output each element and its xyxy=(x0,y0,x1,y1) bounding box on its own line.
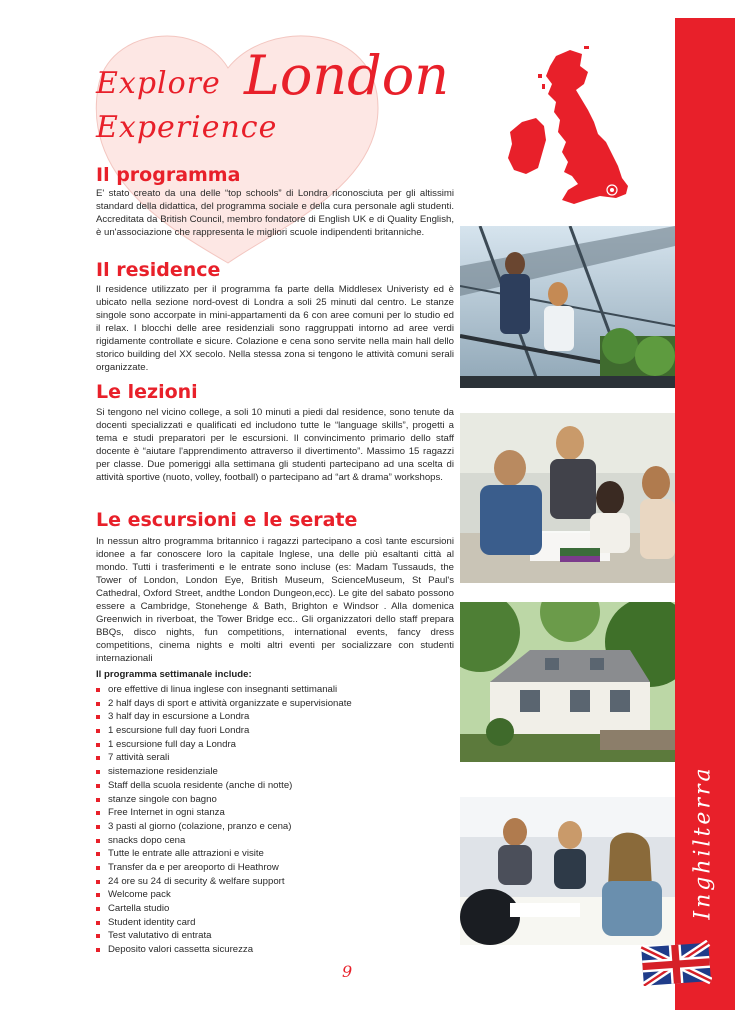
bullet-icon xyxy=(96,921,100,925)
program-list-item xyxy=(96,820,456,834)
bullet-icon xyxy=(96,866,100,870)
program-list-item xyxy=(96,916,456,930)
text-escursioni: In nessun altro programma britannico i ragazzi partecipano a così tante escursioni idonee a far conoscere loro la capitale Inglese, una delle più esaltanti città al mondo. Tutti i trasferimenti e le entrate sono incluse (es: Madam Tussauds, the Tower of London, London Eye, British Museum, ScienceMuseum, St Paul's Cathedral, Oxford Street, andthe London Dungeon,ecc). Le gite del sabato possono essere a Cambridge, Stonehenge & Bath, Brighton e Windsor . Alla domenica Greenwich in riverboat, the Tower Bridge ecc.. Gli organizzatori dello staff prepara BBQs, disco nights, fun competitions, international events, fancy dress competitions, cinema nights e molti altri eventi per socializzare con studenti internazionali xyxy=(96,536,454,664)
program-list-item xyxy=(96,793,456,807)
heading-programma: Il programma xyxy=(96,164,241,186)
program-list-item-text: Free Internet in ogni stanza xyxy=(108,807,225,819)
text-residence: Il residence utilizzato per il programma fa parte della Middlesex Univeristy ed è ubicato nella sezione nord-ovest di Londra a soli 25 minuti dal centro. Le stanze singole sono accorpate in mini-appartamenti da 6 con aree comuni per lo studio ed il relax. I blocchi delle aree residenziali sono raggruppati intorno ad aree verdi rigidamente controllate e sicure. Colazione e cena sono servite nella main hall dello storico building del XX secolo. Nella stessa zona si tengono le attività comuni serali organizzate. xyxy=(96,284,454,373)
page-number: 9 xyxy=(342,962,353,981)
program-list-item-text: 7 attività serali xyxy=(108,752,170,764)
bullet-icon xyxy=(96,743,100,747)
country-label: Inghilterra xyxy=(690,764,716,920)
uk-flag-icon xyxy=(640,940,712,986)
program-list-item-text: Test valutativo di entrata xyxy=(108,930,212,942)
program-list-item xyxy=(96,847,456,861)
program-list-item xyxy=(96,806,456,820)
program-list-item-text: stanze singole con bagno xyxy=(108,793,217,805)
program-list-item-text: Tutte le entrate alle attrazioni e visite xyxy=(108,848,264,860)
title-london: London xyxy=(244,44,450,107)
program-list-item-text: 2 half days di sport e attività organizzate e supervisionate xyxy=(108,697,352,709)
bullet-icon xyxy=(96,880,100,884)
heading-lezioni: Le lezioni xyxy=(96,381,198,403)
program-list-item xyxy=(96,724,456,738)
classroom-photo xyxy=(460,413,675,583)
program-list-item-text: Deposito valori cassetta sicurezza xyxy=(108,944,254,956)
bullet-icon xyxy=(96,756,100,760)
program-list-item xyxy=(96,861,456,875)
program-list-item-text: sistemazione residenziale xyxy=(108,766,218,778)
program-list-item xyxy=(96,779,456,793)
bullet-icon xyxy=(96,702,100,706)
program-list-item-text: snacks dopo cena xyxy=(108,834,186,846)
program-list-item xyxy=(96,943,456,957)
program-list-item-text: ore effettive di linua inglese con insegnanti settimanali xyxy=(108,684,338,695)
program-list-item xyxy=(96,738,456,752)
program-list-item-text: 24 ore su 24 di security & welfare support xyxy=(108,875,285,887)
program-list-item-text: 3 half day in escursione a Londra xyxy=(108,711,250,723)
residence-photo xyxy=(460,226,675,388)
program-list-item xyxy=(96,697,456,711)
weekly-program-title: Il programma settimanale include: xyxy=(96,669,252,680)
program-list-item xyxy=(96,888,456,902)
house-photo xyxy=(460,602,675,762)
bullet-icon xyxy=(96,784,100,788)
bullet-icon xyxy=(96,852,100,856)
heading-escursioni: Le escursioni e le serate xyxy=(96,509,358,531)
program-list-item-text: Welcome pack xyxy=(108,889,171,901)
bullet-icon xyxy=(96,948,100,952)
title-experience: Experience xyxy=(96,110,278,145)
bullet-icon xyxy=(96,729,100,733)
title-explore: Explore xyxy=(96,66,221,101)
program-list-item xyxy=(96,929,456,943)
text-programma: E' stato creato da una delle “top schools” di Londra riconosciuta per gli altissimi standard della didattica, del programma sociale e della cura personale agli studenti. Accreditata da British Council, membro fondatore di English UK e di Quality English, è un'associazione che rappresenta le migliori scuole indipendenti britanniche. xyxy=(96,188,454,238)
program-list-item-text: Student identity card xyxy=(108,916,196,928)
program-list-item xyxy=(96,710,456,724)
program-list-item-text: 1 escursione full day fuori Londra xyxy=(108,725,250,737)
program-list-item xyxy=(96,765,456,779)
program-list-item-text: Cartella studio xyxy=(108,903,170,914)
bullet-icon xyxy=(96,893,100,897)
program-list-item xyxy=(96,875,456,889)
uk-map-icon xyxy=(498,44,638,222)
program-list-item-text: 1 escursione full day a Londra xyxy=(108,738,236,750)
program-list-item-text: 3 pasti al giorno (colazione, pranzo e cena) xyxy=(108,820,292,832)
text-lezioni: Si tengono nel vicino college, a soli 10 minuti a piedi dal residence, sono tenute da docenti specializzati e qualificati ed includono tutte le “language skills”, progetti a tema e studi preparatori per le escursioni. Il convincimento primario dello staff docente è “aiutare l'apprendimento attraverso il divertimento”. Massimo 15 ragazzi per classe. Due pomeriggi alla settimana gli studenti partecipano ad una scelta di attività sportive (nuoto, volley, football) o partecipano ad “art & drama” workshops. xyxy=(96,407,454,483)
students-photo xyxy=(460,797,675,945)
bullet-icon xyxy=(96,688,100,692)
program-list-item xyxy=(96,902,456,916)
program-list-item-text: Staff della scuola residente (anche di notte) xyxy=(108,779,293,791)
bullet-icon xyxy=(96,907,100,911)
bullet-icon xyxy=(96,839,100,843)
program-list-item xyxy=(96,834,456,848)
heading-residence: Il residence xyxy=(96,259,221,281)
bullet-icon xyxy=(96,934,100,938)
program-list-item-text: Transfer da e per areoporto di Heathrow xyxy=(108,861,279,873)
bullet-icon xyxy=(96,811,100,815)
bullet-icon xyxy=(96,825,100,829)
bullet-icon xyxy=(96,715,100,719)
bullet-icon xyxy=(96,798,100,802)
bullet-icon xyxy=(96,770,100,774)
weekly-program-list xyxy=(96,683,456,957)
program-list-item xyxy=(96,751,456,765)
program-list-item xyxy=(96,683,456,697)
